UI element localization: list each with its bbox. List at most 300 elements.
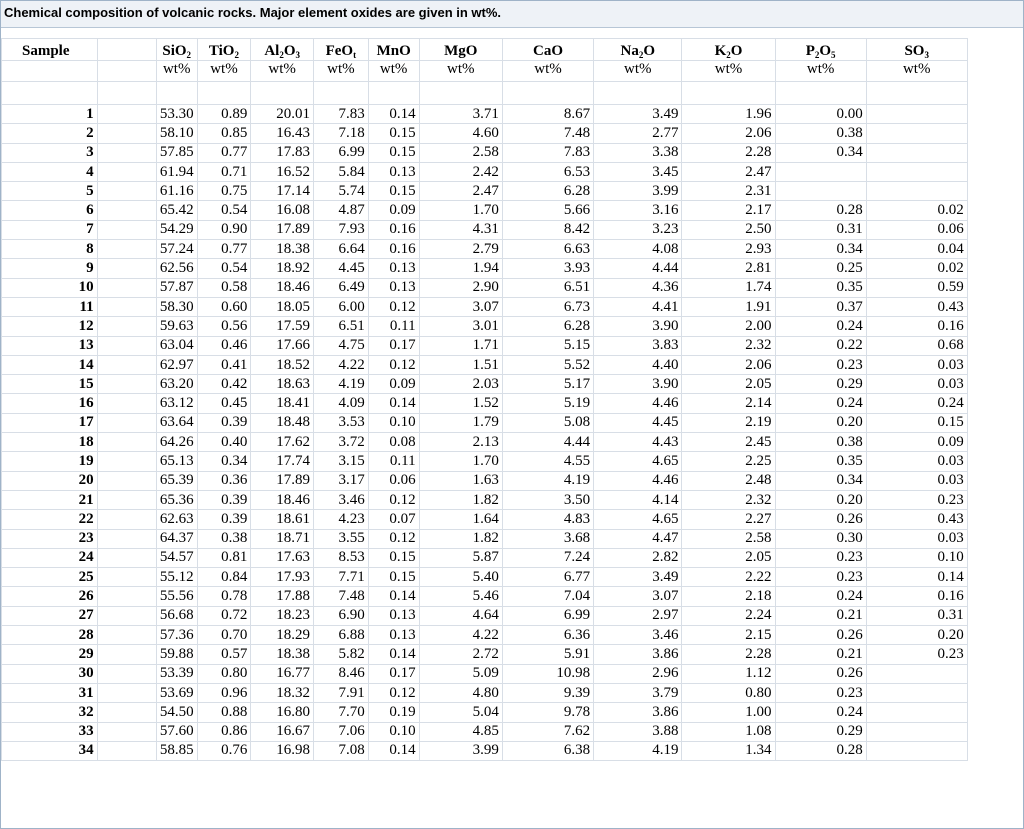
value-cell-sio2: 65.39	[156, 471, 197, 490]
value-cell-feot: 7.06	[314, 722, 369, 741]
column-header-al2o3	[251, 39, 314, 61]
value-cell-feot: 7.83	[314, 105, 369, 124]
value-cell-feot: 3.46	[314, 490, 369, 509]
value-cell-k2o: 2.06	[682, 355, 775, 374]
value-cell-k2o: 2.28	[682, 143, 775, 162]
value-cell-mno: 0.13	[368, 278, 419, 297]
blank-cell	[97, 162, 156, 181]
value-cell-so3: 0.31	[866, 606, 967, 625]
blank-cell	[419, 82, 502, 105]
table-row	[2, 240, 1023, 259]
blank-cell	[97, 626, 156, 645]
value-cell-cao: 5.66	[502, 201, 593, 220]
column-header-feot	[314, 39, 369, 61]
value-cell-sio2: 63.20	[156, 375, 197, 394]
blank-cell	[97, 548, 156, 567]
value-cell-p2o5: 0.35	[775, 278, 866, 297]
blank-cell	[594, 82, 682, 105]
value-cell-sio2: 57.60	[156, 722, 197, 741]
value-cell-feot: 6.49	[314, 278, 369, 297]
value-cell-so3: 0.43	[866, 510, 967, 529]
blank-cell	[97, 413, 156, 432]
table-row	[2, 278, 1023, 297]
value-cell-mno: 0.08	[368, 433, 419, 452]
value-cell-mgo: 4.85	[419, 722, 502, 741]
value-cell-mgo: 1.64	[419, 510, 502, 529]
value-cell-p2o5: 0.34	[775, 240, 866, 259]
value-cell-so3	[866, 741, 967, 760]
value-cell-k2o: 2.81	[682, 259, 775, 278]
unit-label-mno: wt%	[368, 61, 419, 82]
sample-number: 17	[2, 413, 98, 432]
column-header-mgo	[419, 39, 502, 61]
value-cell-tio2: 0.85	[197, 124, 251, 143]
formula-text: Na	[620, 43, 639, 59]
value-cell-p2o5: 0.24	[775, 703, 866, 722]
value-cell-mno: 0.14	[368, 587, 419, 606]
value-cell-tio2: 0.84	[197, 568, 251, 587]
value-cell-k2o: 2.93	[682, 240, 775, 259]
value-cell-so3	[866, 722, 967, 741]
value-cell-p2o5: 0.25	[775, 259, 866, 278]
formula-subscript: 2	[234, 50, 239, 60]
table-row	[2, 626, 1023, 645]
value-cell-mgo: 1.51	[419, 355, 502, 374]
sample-number: 15	[2, 375, 98, 394]
value-cell-so3: 0.10	[866, 548, 967, 567]
value-cell-cao: 6.28	[502, 182, 593, 201]
value-cell-feot: 3.55	[314, 529, 369, 548]
value-cell-tio2: 0.36	[197, 471, 251, 490]
value-cell-so3	[866, 105, 967, 124]
value-cell-al2o3: 17.59	[251, 317, 314, 336]
value-cell-na2o: 4.08	[594, 240, 682, 259]
value-cell-tio2: 0.77	[197, 240, 251, 259]
value-cell-tio2: 0.58	[197, 278, 251, 297]
value-cell-na2o: 3.86	[594, 645, 682, 664]
value-cell-k2o: 1.12	[682, 664, 775, 683]
column-header-sio2	[156, 39, 197, 61]
composition-table	[1, 38, 1023, 761]
value-cell-feot: 7.70	[314, 703, 369, 722]
value-cell-cao: 8.42	[502, 220, 593, 239]
value-cell-mgo: 3.01	[419, 317, 502, 336]
value-cell-mgo: 1.52	[419, 394, 502, 413]
blank-cell	[97, 606, 156, 625]
value-cell-na2o: 3.49	[594, 568, 682, 587]
value-cell-cao: 3.68	[502, 529, 593, 548]
value-cell-sio2: 57.85	[156, 143, 197, 162]
value-cell-na2o: 4.43	[594, 433, 682, 452]
value-cell-mno: 0.14	[368, 645, 419, 664]
column-header-k2o	[682, 39, 775, 61]
blank-cell	[97, 375, 156, 394]
value-cell-na2o: 4.19	[594, 741, 682, 760]
value-cell-so3: 0.68	[866, 336, 967, 355]
formula-text: CaO	[533, 43, 564, 59]
value-cell-mgo: 1.82	[419, 490, 502, 509]
unit-label-na2o: wt%	[594, 61, 682, 82]
value-cell-k2o: 2.05	[682, 548, 775, 567]
value-cell-mno: 0.13	[368, 259, 419, 278]
value-cell-na2o: 2.97	[594, 606, 682, 625]
formula-subscript: 5	[831, 50, 836, 60]
value-cell-k2o: 2.58	[682, 529, 775, 548]
value-cell-cao: 5.17	[502, 375, 593, 394]
value-cell-tio2: 0.71	[197, 162, 251, 181]
value-cell-p2o5: 0.29	[775, 375, 866, 394]
value-cell-mno: 0.13	[368, 162, 419, 181]
value-cell-mgo: 2.42	[419, 162, 502, 181]
value-cell-p2o5: 0.24	[775, 317, 866, 336]
value-cell-k2o: 1.34	[682, 741, 775, 760]
value-cell-feot: 4.75	[314, 336, 369, 355]
value-cell-tio2: 0.34	[197, 452, 251, 471]
unit-row	[2, 61, 1023, 82]
value-cell-feot: 4.23	[314, 510, 369, 529]
value-cell-al2o3: 16.77	[251, 664, 314, 683]
value-cell-p2o5: 0.31	[775, 220, 866, 239]
blank-cell	[97, 722, 156, 741]
sample-number: 19	[2, 452, 98, 471]
value-cell-mno: 0.15	[368, 548, 419, 567]
value-cell-cao: 6.77	[502, 568, 593, 587]
sample-number: 22	[2, 510, 98, 529]
value-cell-feot: 3.15	[314, 452, 369, 471]
sample-number: 2	[2, 124, 98, 143]
value-cell-na2o: 3.46	[594, 626, 682, 645]
value-cell-mgo: 2.13	[419, 433, 502, 452]
value-cell-p2o5	[775, 182, 866, 201]
value-cell-k2o: 2.32	[682, 490, 775, 509]
value-cell-na2o: 4.46	[594, 394, 682, 413]
value-cell-tio2: 0.90	[197, 220, 251, 239]
value-cell-tio2: 0.54	[197, 259, 251, 278]
value-cell-tio2: 0.60	[197, 297, 251, 316]
table-row	[2, 336, 1023, 355]
formula-text: FeO	[325, 43, 354, 59]
value-cell-feot: 6.64	[314, 240, 369, 259]
value-cell-na2o: 4.44	[594, 259, 682, 278]
value-cell-k2o: 2.00	[682, 317, 775, 336]
blank-cell	[97, 529, 156, 548]
table-row	[2, 201, 1023, 220]
sample-number: 4	[2, 162, 98, 181]
blank-cell	[2, 82, 98, 105]
blank-cell	[156, 82, 197, 105]
value-cell-na2o: 3.86	[594, 703, 682, 722]
value-cell-p2o5: 0.21	[775, 606, 866, 625]
value-cell-mgo: 5.87	[419, 548, 502, 567]
table-row	[2, 297, 1023, 316]
value-cell-na2o: 4.45	[594, 413, 682, 432]
value-cell-so3: 0.16	[866, 317, 967, 336]
blank-cell	[97, 394, 156, 413]
value-cell-k2o: 2.15	[682, 626, 775, 645]
blank-cell	[97, 61, 156, 82]
unit-label-cao: wt%	[502, 61, 593, 82]
value-cell-na2o: 4.65	[594, 510, 682, 529]
formula-subscript: 2	[814, 50, 820, 60]
formula-text: SiO	[162, 43, 187, 59]
value-cell-na2o: 3.49	[594, 105, 682, 124]
formula-text: K	[714, 43, 727, 59]
value-cell-k2o: 1.91	[682, 297, 775, 316]
blank-cell	[97, 105, 156, 124]
value-cell-sio2: 54.29	[156, 220, 197, 239]
value-cell-p2o5: 0.22	[775, 336, 866, 355]
value-cell-mgo: 4.80	[419, 683, 502, 702]
value-cell-mno: 0.16	[368, 220, 419, 239]
value-cell-cao: 4.83	[502, 510, 593, 529]
blank-cell	[97, 587, 156, 606]
value-cell-mgo: 2.79	[419, 240, 502, 259]
value-cell-mgo: 3.99	[419, 741, 502, 760]
value-cell-feot: 3.72	[314, 433, 369, 452]
value-cell-sio2: 65.42	[156, 201, 197, 220]
value-cell-tio2: 0.42	[197, 375, 251, 394]
value-cell-al2o3: 17.74	[251, 452, 314, 471]
value-cell-feot: 5.82	[314, 645, 369, 664]
value-cell-cao: 4.19	[502, 471, 593, 490]
value-cell-k2o: 1.96	[682, 105, 775, 124]
value-cell-al2o3: 18.38	[251, 240, 314, 259]
value-cell-mgo: 1.70	[419, 452, 502, 471]
table-row	[2, 105, 1023, 124]
table-row	[2, 259, 1023, 278]
value-cell-k2o: 2.17	[682, 201, 775, 220]
value-cell-mgo: 1.63	[419, 471, 502, 490]
value-cell-feot: 6.88	[314, 626, 369, 645]
value-cell-mgo: 1.70	[419, 201, 502, 220]
value-cell-feot: 7.93	[314, 220, 369, 239]
value-cell-sio2: 62.56	[156, 259, 197, 278]
value-cell-cao: 6.73	[502, 297, 593, 316]
value-cell-tio2: 0.41	[197, 355, 251, 374]
formula-subscript: 3	[924, 50, 929, 60]
value-cell-tio2: 0.46	[197, 336, 251, 355]
value-cell-feot: 4.09	[314, 394, 369, 413]
sample-number: 1	[2, 105, 98, 124]
sample-number: 18	[2, 433, 98, 452]
sample-number: 16	[2, 394, 98, 413]
value-cell-feot: 4.22	[314, 355, 369, 374]
sample-number: 24	[2, 548, 98, 567]
value-cell-mno: 0.07	[368, 510, 419, 529]
value-cell-so3: 0.03	[866, 375, 967, 394]
value-cell-cao: 6.28	[502, 317, 593, 336]
blank-cell	[97, 317, 156, 336]
unit-label-mgo: wt%	[419, 61, 502, 82]
formula-text: O	[819, 43, 832, 59]
value-cell-na2o: 3.90	[594, 317, 682, 336]
value-cell-na2o: 4.41	[594, 297, 682, 316]
value-cell-cao: 5.52	[502, 355, 593, 374]
value-cell-al2o3: 18.05	[251, 297, 314, 316]
value-cell-mno: 0.14	[368, 741, 419, 760]
value-cell-feot: 6.00	[314, 297, 369, 316]
value-cell-p2o5: 0.26	[775, 510, 866, 529]
value-cell-na2o: 3.23	[594, 220, 682, 239]
value-cell-mno: 0.06	[368, 471, 419, 490]
table-row	[2, 703, 1023, 722]
value-cell-mno: 0.12	[368, 529, 419, 548]
value-cell-p2o5: 0.23	[775, 568, 866, 587]
value-cell-al2o3: 18.61	[251, 510, 314, 529]
value-cell-feot: 7.08	[314, 741, 369, 760]
sample-header: Sample	[2, 39, 98, 61]
value-cell-sio2: 63.04	[156, 336, 197, 355]
value-cell-p2o5: 0.38	[775, 433, 866, 452]
value-cell-cao: 5.15	[502, 336, 593, 355]
value-cell-tio2: 0.77	[197, 143, 251, 162]
sample-number: 32	[2, 703, 98, 722]
value-cell-k2o: 2.48	[682, 471, 775, 490]
value-cell-cao: 6.63	[502, 240, 593, 259]
value-cell-p2o5: 0.21	[775, 645, 866, 664]
value-cell-mgo: 2.58	[419, 143, 502, 162]
value-cell-sio2: 58.30	[156, 297, 197, 316]
value-cell-tio2: 0.96	[197, 683, 251, 702]
blank-cell	[97, 143, 156, 162]
value-cell-al2o3: 17.66	[251, 336, 314, 355]
formula-subscript: t	[353, 50, 357, 60]
value-cell-sio2: 65.36	[156, 490, 197, 509]
value-cell-sio2: 56.68	[156, 606, 197, 625]
value-cell-mno: 0.14	[368, 105, 419, 124]
value-cell-al2o3: 18.71	[251, 529, 314, 548]
value-cell-so3: 0.15	[866, 413, 967, 432]
blank-cell	[502, 82, 593, 105]
value-cell-al2o3: 20.01	[251, 105, 314, 124]
value-cell-na2o: 4.65	[594, 452, 682, 471]
table-row	[2, 317, 1023, 336]
value-cell-sio2: 58.10	[156, 124, 197, 143]
value-cell-cao: 7.48	[502, 124, 593, 143]
value-cell-sio2: 62.97	[156, 355, 197, 374]
value-cell-p2o5: 0.37	[775, 297, 866, 316]
unit-label-p2o5: wt%	[775, 61, 866, 82]
blank-cell	[97, 336, 156, 355]
value-cell-mno: 0.13	[368, 606, 419, 625]
value-cell-na2o: 2.96	[594, 664, 682, 683]
value-cell-mno: 0.17	[368, 664, 419, 683]
value-cell-mgo: 5.40	[419, 568, 502, 587]
value-cell-so3: 0.03	[866, 452, 967, 471]
unit-label-feot: wt%	[314, 61, 369, 82]
sample-number: 20	[2, 471, 98, 490]
value-cell-p2o5: 0.24	[775, 394, 866, 413]
value-cell-na2o: 3.83	[594, 336, 682, 355]
table-row	[2, 683, 1023, 702]
table-caption: Chemical composition of volcanic rocks. Major element oxides are given in wt%.	[1, 1, 1023, 28]
blank-cell	[97, 124, 156, 143]
formula-subscript: 2	[726, 50, 731, 60]
column-header-tio2	[197, 39, 251, 61]
value-cell-mgo: 2.90	[419, 278, 502, 297]
blank-cell	[97, 82, 156, 105]
sample-number: 9	[2, 259, 98, 278]
blank-cell	[97, 510, 156, 529]
table-row	[2, 722, 1023, 741]
value-cell-mno: 0.19	[368, 703, 419, 722]
formula-subscript: 2	[186, 50, 192, 60]
value-cell-so3	[866, 143, 967, 162]
sample-number: 21	[2, 490, 98, 509]
table-row	[2, 433, 1023, 452]
blank-cell	[682, 82, 775, 105]
blank-cell	[97, 433, 156, 452]
value-cell-k2o: 2.28	[682, 645, 775, 664]
value-cell-tio2: 0.57	[197, 645, 251, 664]
value-cell-na2o: 3.45	[594, 162, 682, 181]
table-row	[2, 452, 1023, 471]
column-header-p2o5	[775, 39, 866, 61]
formula-text: SO	[904, 43, 925, 59]
formula-text: P	[805, 43, 815, 59]
value-cell-na2o: 3.16	[594, 201, 682, 220]
table-row	[2, 143, 1023, 162]
value-cell-k2o: 2.25	[682, 452, 775, 471]
value-cell-so3	[866, 162, 967, 181]
value-cell-mno: 0.12	[368, 683, 419, 702]
value-cell-mno: 0.15	[368, 182, 419, 201]
value-cell-al2o3: 16.80	[251, 703, 314, 722]
value-cell-sio2: 61.16	[156, 182, 197, 201]
blank-cell	[97, 259, 156, 278]
value-cell-tio2: 0.40	[197, 433, 251, 452]
value-cell-feot: 6.51	[314, 317, 369, 336]
value-cell-p2o5: 0.28	[775, 741, 866, 760]
table-row	[2, 162, 1023, 181]
blank-cell	[97, 39, 156, 61]
sample-number: 6	[2, 201, 98, 220]
value-cell-tio2: 0.80	[197, 664, 251, 683]
value-cell-so3	[866, 683, 967, 702]
sample-number: 14	[2, 355, 98, 374]
table-row	[2, 664, 1023, 683]
value-cell-p2o5: 0.35	[775, 452, 866, 471]
value-cell-k2o: 0.80	[682, 683, 775, 702]
value-cell-mno: 0.12	[368, 297, 419, 316]
value-cell-na2o: 4.14	[594, 490, 682, 509]
blank-cell	[197, 82, 251, 105]
value-cell-feot: 7.91	[314, 683, 369, 702]
value-cell-mno: 0.10	[368, 722, 419, 741]
value-cell-tio2: 0.39	[197, 490, 251, 509]
value-cell-mno: 0.10	[368, 413, 419, 432]
value-cell-mno: 0.15	[368, 143, 419, 162]
value-cell-mno: 0.09	[368, 375, 419, 394]
blank-cell	[97, 182, 156, 201]
formula-text: TiO	[208, 43, 235, 59]
sample-number: 26	[2, 587, 98, 606]
value-cell-sio2: 55.12	[156, 568, 197, 587]
value-cell-na2o: 3.38	[594, 143, 682, 162]
value-cell-cao: 6.38	[502, 741, 593, 760]
value-cell-feot: 8.53	[314, 548, 369, 567]
value-cell-p2o5: 0.34	[775, 471, 866, 490]
value-cell-sio2: 54.57	[156, 548, 197, 567]
value-cell-al2o3: 18.32	[251, 683, 314, 702]
value-cell-al2o3: 18.46	[251, 490, 314, 509]
formula-text: O	[283, 43, 296, 59]
value-cell-cao: 5.08	[502, 413, 593, 432]
value-cell-cao: 3.93	[502, 259, 593, 278]
blank-cell	[97, 452, 156, 471]
value-cell-feot: 4.87	[314, 201, 369, 220]
value-cell-mgo: 2.72	[419, 645, 502, 664]
